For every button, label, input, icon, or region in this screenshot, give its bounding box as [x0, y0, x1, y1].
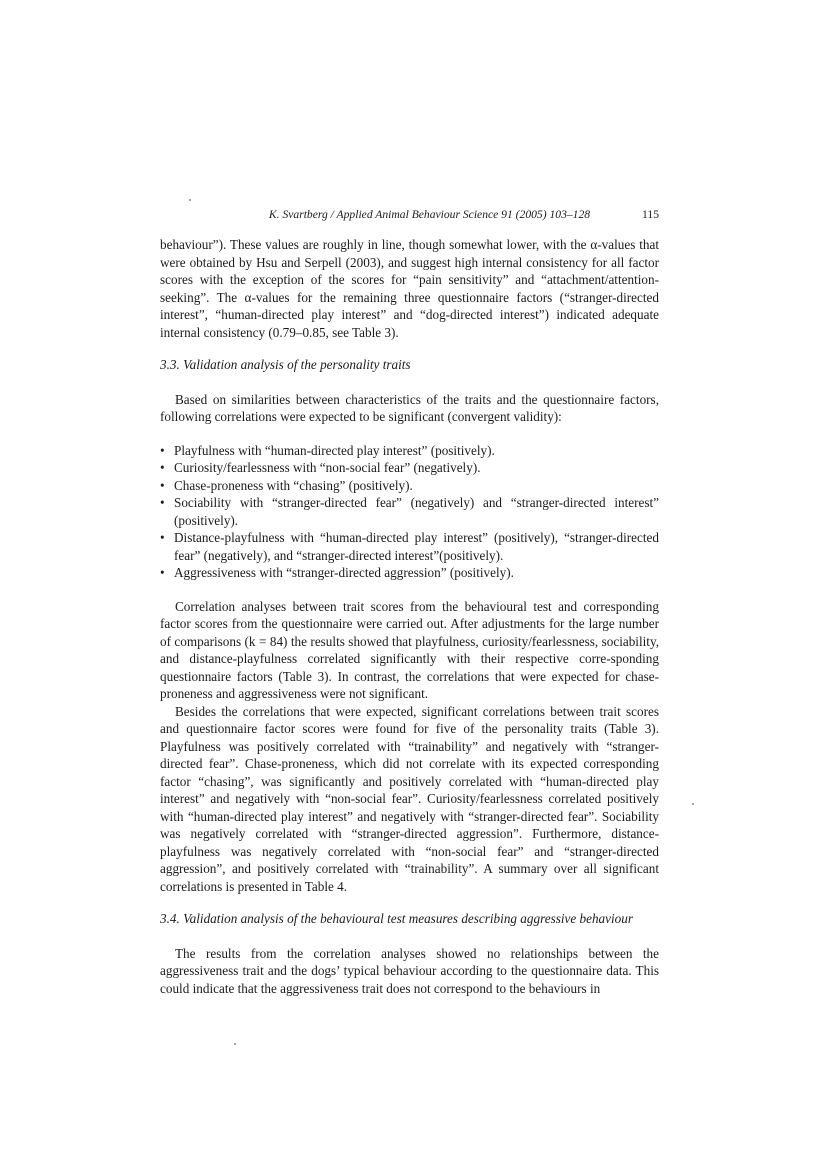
section-3-3-paragraph-3: Besides the correlations that were expected, significant correlations between trait scores and questionnaire factor scores were found for five of the personality traits (Table 3). Playfulness was positively correlated with “trainability” and negatively with “stranger-directed fear”. Chase-proneness, which did not correlate with its expected corresponding factor “chasing”, was significantly and positively correlated with “human-directed play interest” and negatively with “non-social fear”. Curiosity/fearlessness correlated positively with “human-directed play interest” and negatively with “stranger-directed fear”. Sociability was negatively correlated with “stranger-directed aggression”. Furthermore, distance-playfulness was negatively correlated with “non-social fear” and “stranger-directed aggression”, and positively correlated with “trainability”. A summary over all significant correlations is presented in Table 4. [160, 703, 659, 894]
scan-speck [692, 803, 694, 805]
list-item: • Curiosity/fearlessness with “non-social fear” (negatively). [160, 459, 659, 477]
list-item: • Sociability with “stranger-directed fear” (negatively) and “stranger-directed interest” (positively). [160, 494, 659, 529]
list-item: • Distance-playfulness with “human-directed play interest” (positively), “stranger-directed fear” (negatively), and “stranger-directed interest”(positively). [160, 529, 659, 564]
section-3-3-paragraph-1: Based on similarities between characteristics of the traits and the questionnaire factors, following correlations were expected to be significant (convergent validity): [160, 391, 659, 424]
section-3-3-paragraph-2: Correlation analyses between trait scores from the behavioural test and corresponding factor scores from the questionnaire were carried out. After adjustments for the large number of comparisons (k = 84) the results showed that playfulness, curiosity/fearlessness, sociability, and distance-playfulness correlated significantly with their respective corre-sponding questionnaire factors (Table 3). In contrast, the correlations that were expected for chase-proneness and aggressiveness were not significant. [160, 598, 659, 701]
running-title: K. Svartberg / Applied Animal Behaviour Science 91 (2005) 103–128 [268, 208, 591, 221]
page-body [160, 236, 659, 997]
intro-paragraph: behaviour”). These values are roughly in line, though somewhat lower, with the α-values that were obtained by Hsu and Serpell (2003), and suggest high internal consistency for all factor scores with the exception of the scores for “pain sensitivity” and “attachment/attention-seeking”. The α-values for the remaining three questionnaire factors (“stranger-directed interest”, “human-directed play interest” and “dog-directed interest”) indicated adequate internal consistency (0.79–0.85, see Table 3). [160, 237, 659, 340]
scan-speck [189, 199, 191, 201]
section-3-4-paragraph-1: The results from the correlation analyses showed no relationships between the aggressiveness trait and the dogs’ typical behaviour according to the questionnaire data. This could indicate that the aggressiveness trait does not correspond to the behaviours in [160, 945, 659, 996]
scan-speck [234, 1043, 236, 1045]
list-item: • Playfulness with “human-directed play interest” (positively). [160, 442, 659, 460]
list-item: • Aggressiveness with “stranger-directed aggression” (positively). [160, 564, 659, 582]
section-heading-3-4: 3.4. Validation analysis of the behavioural test measures describing aggressive behaviour [160, 911, 633, 926]
running-header [160, 207, 659, 223]
section-heading-3-3: 3.3. Validation analysis of the personality traits [160, 357, 411, 372]
expected-correlations-list [160, 442, 659, 582]
page-number: 115 [642, 208, 659, 221]
list-item: • Chase-proneness with “chasing” (positively). [160, 477, 659, 495]
